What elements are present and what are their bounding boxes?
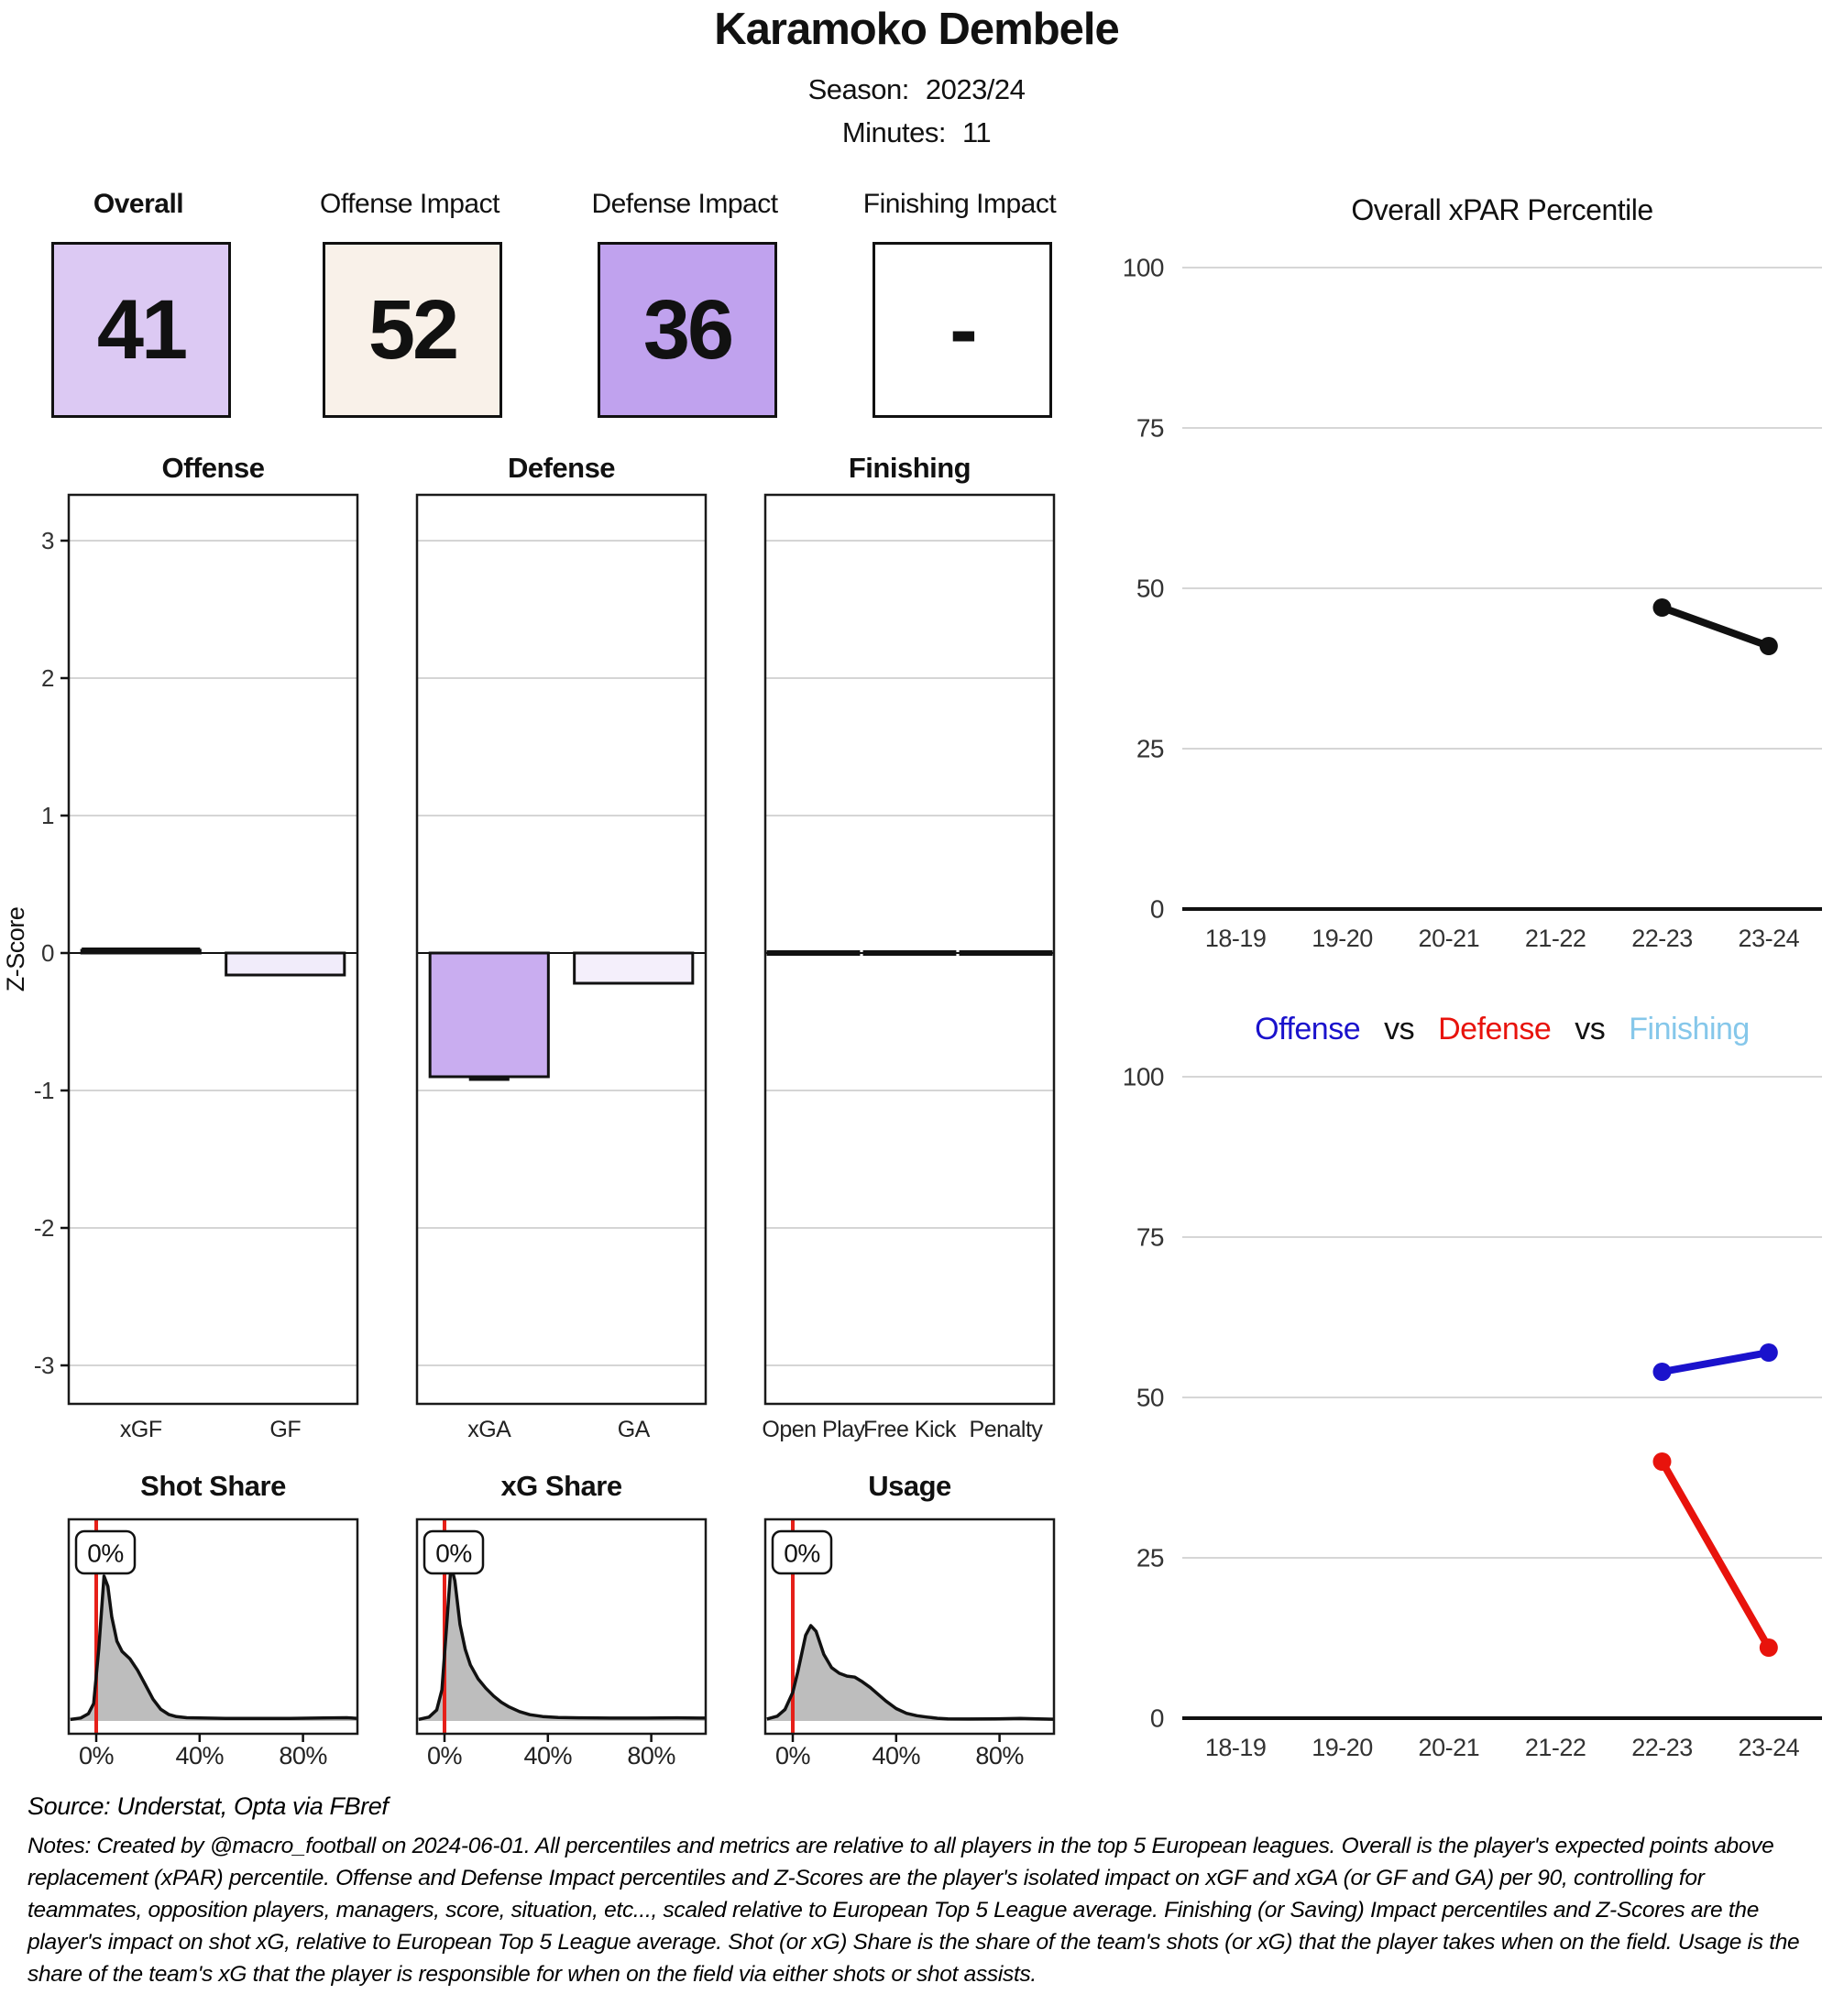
xpar-point-overall <box>1760 637 1778 655</box>
shot-share-marker-label: 0% <box>87 1539 124 1568</box>
zscore-xtick-xga: xGA <box>467 1417 511 1442</box>
zscore-xtick-xgf: xGF <box>119 1417 162 1442</box>
xpar-title: Overall xPAR Percentile <box>1351 193 1653 226</box>
zscore-xtick-open-play: Open Play <box>762 1417 865 1442</box>
zscore-ytick-label: 1 <box>41 802 54 829</box>
impact-label-offense-impact: Offense Impact <box>320 189 499 219</box>
zscore-ytick-label: -1 <box>33 1077 54 1104</box>
offense-defense-finishing-xtick-21-22: 21-22 <box>1524 1734 1586 1761</box>
impact-value-offense-impact: 52 <box>368 282 457 377</box>
zscore-bar-gf <box>226 953 345 975</box>
legend-defense: Defense <box>1438 1012 1552 1046</box>
xg-share-xtick-label: 0% <box>426 1742 463 1769</box>
xpar-xtick-22-23: 22-23 <box>1631 925 1693 952</box>
zscore-xtick-gf: GF <box>269 1417 302 1442</box>
zscore-panel-title-offense: Offense <box>161 452 265 484</box>
offense-defense-finishing-point-defense <box>1653 1452 1672 1471</box>
zscore-ytick-label: 2 <box>41 664 54 692</box>
offense-defense-finishing-xtick-20-21: 20-21 <box>1418 1734 1480 1761</box>
minutes-value: 11 <box>961 116 992 148</box>
zscore-ytick-label: 3 <box>41 527 54 554</box>
impact-value-defense-impact: 36 <box>642 282 732 377</box>
xg-share-xtick-label: 80% <box>627 1742 675 1769</box>
legend-vs-1: vs <box>1384 1012 1415 1046</box>
offense-defense-finishing-point-offense <box>1653 1363 1672 1381</box>
zscore-ytick-label: -2 <box>33 1214 54 1242</box>
offense-defense-finishing-ytick-label: 25 <box>1136 1543 1164 1572</box>
offense-defense-finishing-point-offense <box>1760 1343 1778 1362</box>
impact-label-finishing-impact: Finishing Impact <box>862 189 1057 219</box>
xg-share-xtick-label: 40% <box>523 1742 573 1769</box>
season-label: Season: <box>807 73 909 105</box>
usage-density-fill <box>767 1626 1054 1721</box>
zscore-ytick-label: 0 <box>41 939 54 967</box>
xpar-line-overall <box>1663 608 1769 646</box>
xpar-xtick-20-21: 20-21 <box>1418 925 1480 952</box>
xpar-ytick-label: 75 <box>1136 413 1164 443</box>
minutes-label: Minutes: <box>841 116 946 148</box>
offense-defense-finishing-ytick-label: 0 <box>1149 1704 1164 1733</box>
zscore-bar-xga <box>430 953 548 1077</box>
legend-offense: Offense <box>1255 1012 1361 1046</box>
offense-defense-finishing-ytick-label: 50 <box>1136 1383 1164 1412</box>
offense-defense-finishing-xtick-22-23: 22-23 <box>1631 1734 1693 1761</box>
xg-share-marker-label: 0% <box>435 1539 472 1568</box>
offense-defense-finishing-ytick-label: 100 <box>1122 1062 1164 1091</box>
xg-share-title: xG Share <box>500 1470 622 1502</box>
offense-defense-finishing-legend <box>1182 1012 1822 1047</box>
offense-defense-finishing-line-defense <box>1663 1462 1769 1648</box>
usage-title: Usage <box>868 1470 951 1502</box>
shot-share-title: Shot Share <box>140 1470 286 1502</box>
legend-vs-2: vs <box>1575 1012 1606 1046</box>
xpar-xtick-21-22: 21-22 <box>1524 925 1586 952</box>
xpar-ytick-label: 25 <box>1136 734 1164 763</box>
usage-xtick-label: 40% <box>872 1742 921 1769</box>
impact-label-overall: Overall <box>93 189 184 219</box>
impact-value-overall: 41 <box>96 282 186 377</box>
offense-defense-finishing-line-offense <box>1663 1353 1769 1372</box>
zscore-xtick-free-kick: Free Kick <box>862 1417 957 1442</box>
xpar-point-overall <box>1653 598 1672 617</box>
zscore-xtick-ga: GA <box>617 1417 650 1442</box>
impact-label-defense-impact: Defense Impact <box>591 189 778 219</box>
xpar-xtick-18-19: 18-19 <box>1204 925 1267 952</box>
season-value: 2023/24 <box>925 73 1026 105</box>
zscore-panel-title-defense: Defense <box>507 452 616 484</box>
xpar-ytick-label: 50 <box>1136 574 1164 603</box>
offense-defense-finishing-xtick-23-24: 23-24 <box>1738 1734 1800 1761</box>
xg-share-density-fill <box>419 1565 706 1721</box>
zscore-panel-border-defense <box>417 495 706 1404</box>
offense-defense-finishing-ytick-label: 75 <box>1136 1222 1164 1252</box>
usage-xtick-label: 0% <box>774 1742 811 1769</box>
impact-value-finishing-impact: - <box>949 282 975 377</box>
zscore-bar-ga <box>575 953 693 983</box>
shot-share-density-fill <box>71 1576 357 1721</box>
offense-defense-finishing-point-defense <box>1760 1638 1778 1657</box>
notes-text: Notes: Created by @macro_football on 2024-06-01. All percentiles and metrics are relative to all players in the top 5 European leagues. Overall is the player's expected points above replacement (xPAR) percentile. Offense and Defense Impact percentiles and Z-Scores are the player's isolated impact on xGF and xGA (or GF and GA) per 90, controlling for teammates, opposition players, managers, score, situation, etc..., scaled relative to European Top 5 League average. Finishing (or Saving) Impact percentiles and Z-Scores are the player's impact on shot xG, relative to European Top 5 League average. Shot (or xG) Share is the share of the team's shots (or xG) that the player takes when on the field. Usage is the share of the team's xG that the player is responsible for when on the field via either shots or shot assists. <box>27 1834 1800 1987</box>
zscore-ytick-label: -3 <box>33 1352 54 1379</box>
source-text: Source: Understat, Opta via FBref <box>27 1792 389 1820</box>
legend-finishing: Finishing <box>1629 1012 1750 1046</box>
xpar-xtick-23-24: 23-24 <box>1738 925 1800 952</box>
zscore-xtick-penalty: Penalty <box>969 1417 1043 1442</box>
xpar-xtick-19-20: 19-20 <box>1312 925 1373 952</box>
zscore-panel-border-finishing <box>765 495 1054 1404</box>
shot-share-xtick-label: 0% <box>78 1742 115 1769</box>
zscore-ylabel: Z-Score <box>2 906 29 992</box>
usage-xtick-label: 80% <box>975 1742 1024 1769</box>
zscore-panel-title-finishing: Finishing <box>848 452 971 484</box>
shot-share-xtick-label: 40% <box>175 1742 225 1769</box>
xpar-ytick-label: 100 <box>1122 253 1164 282</box>
offense-defense-finishing-xtick-18-19: 18-19 <box>1204 1734 1267 1761</box>
shot-share-xtick-label: 80% <box>279 1742 327 1769</box>
offense-defense-finishing-xtick-19-20: 19-20 <box>1312 1734 1373 1761</box>
xpar-ytick-label: 0 <box>1149 894 1164 924</box>
page-title: Karamoko Dembele <box>714 5 1119 54</box>
usage-marker-label: 0% <box>784 1539 820 1568</box>
